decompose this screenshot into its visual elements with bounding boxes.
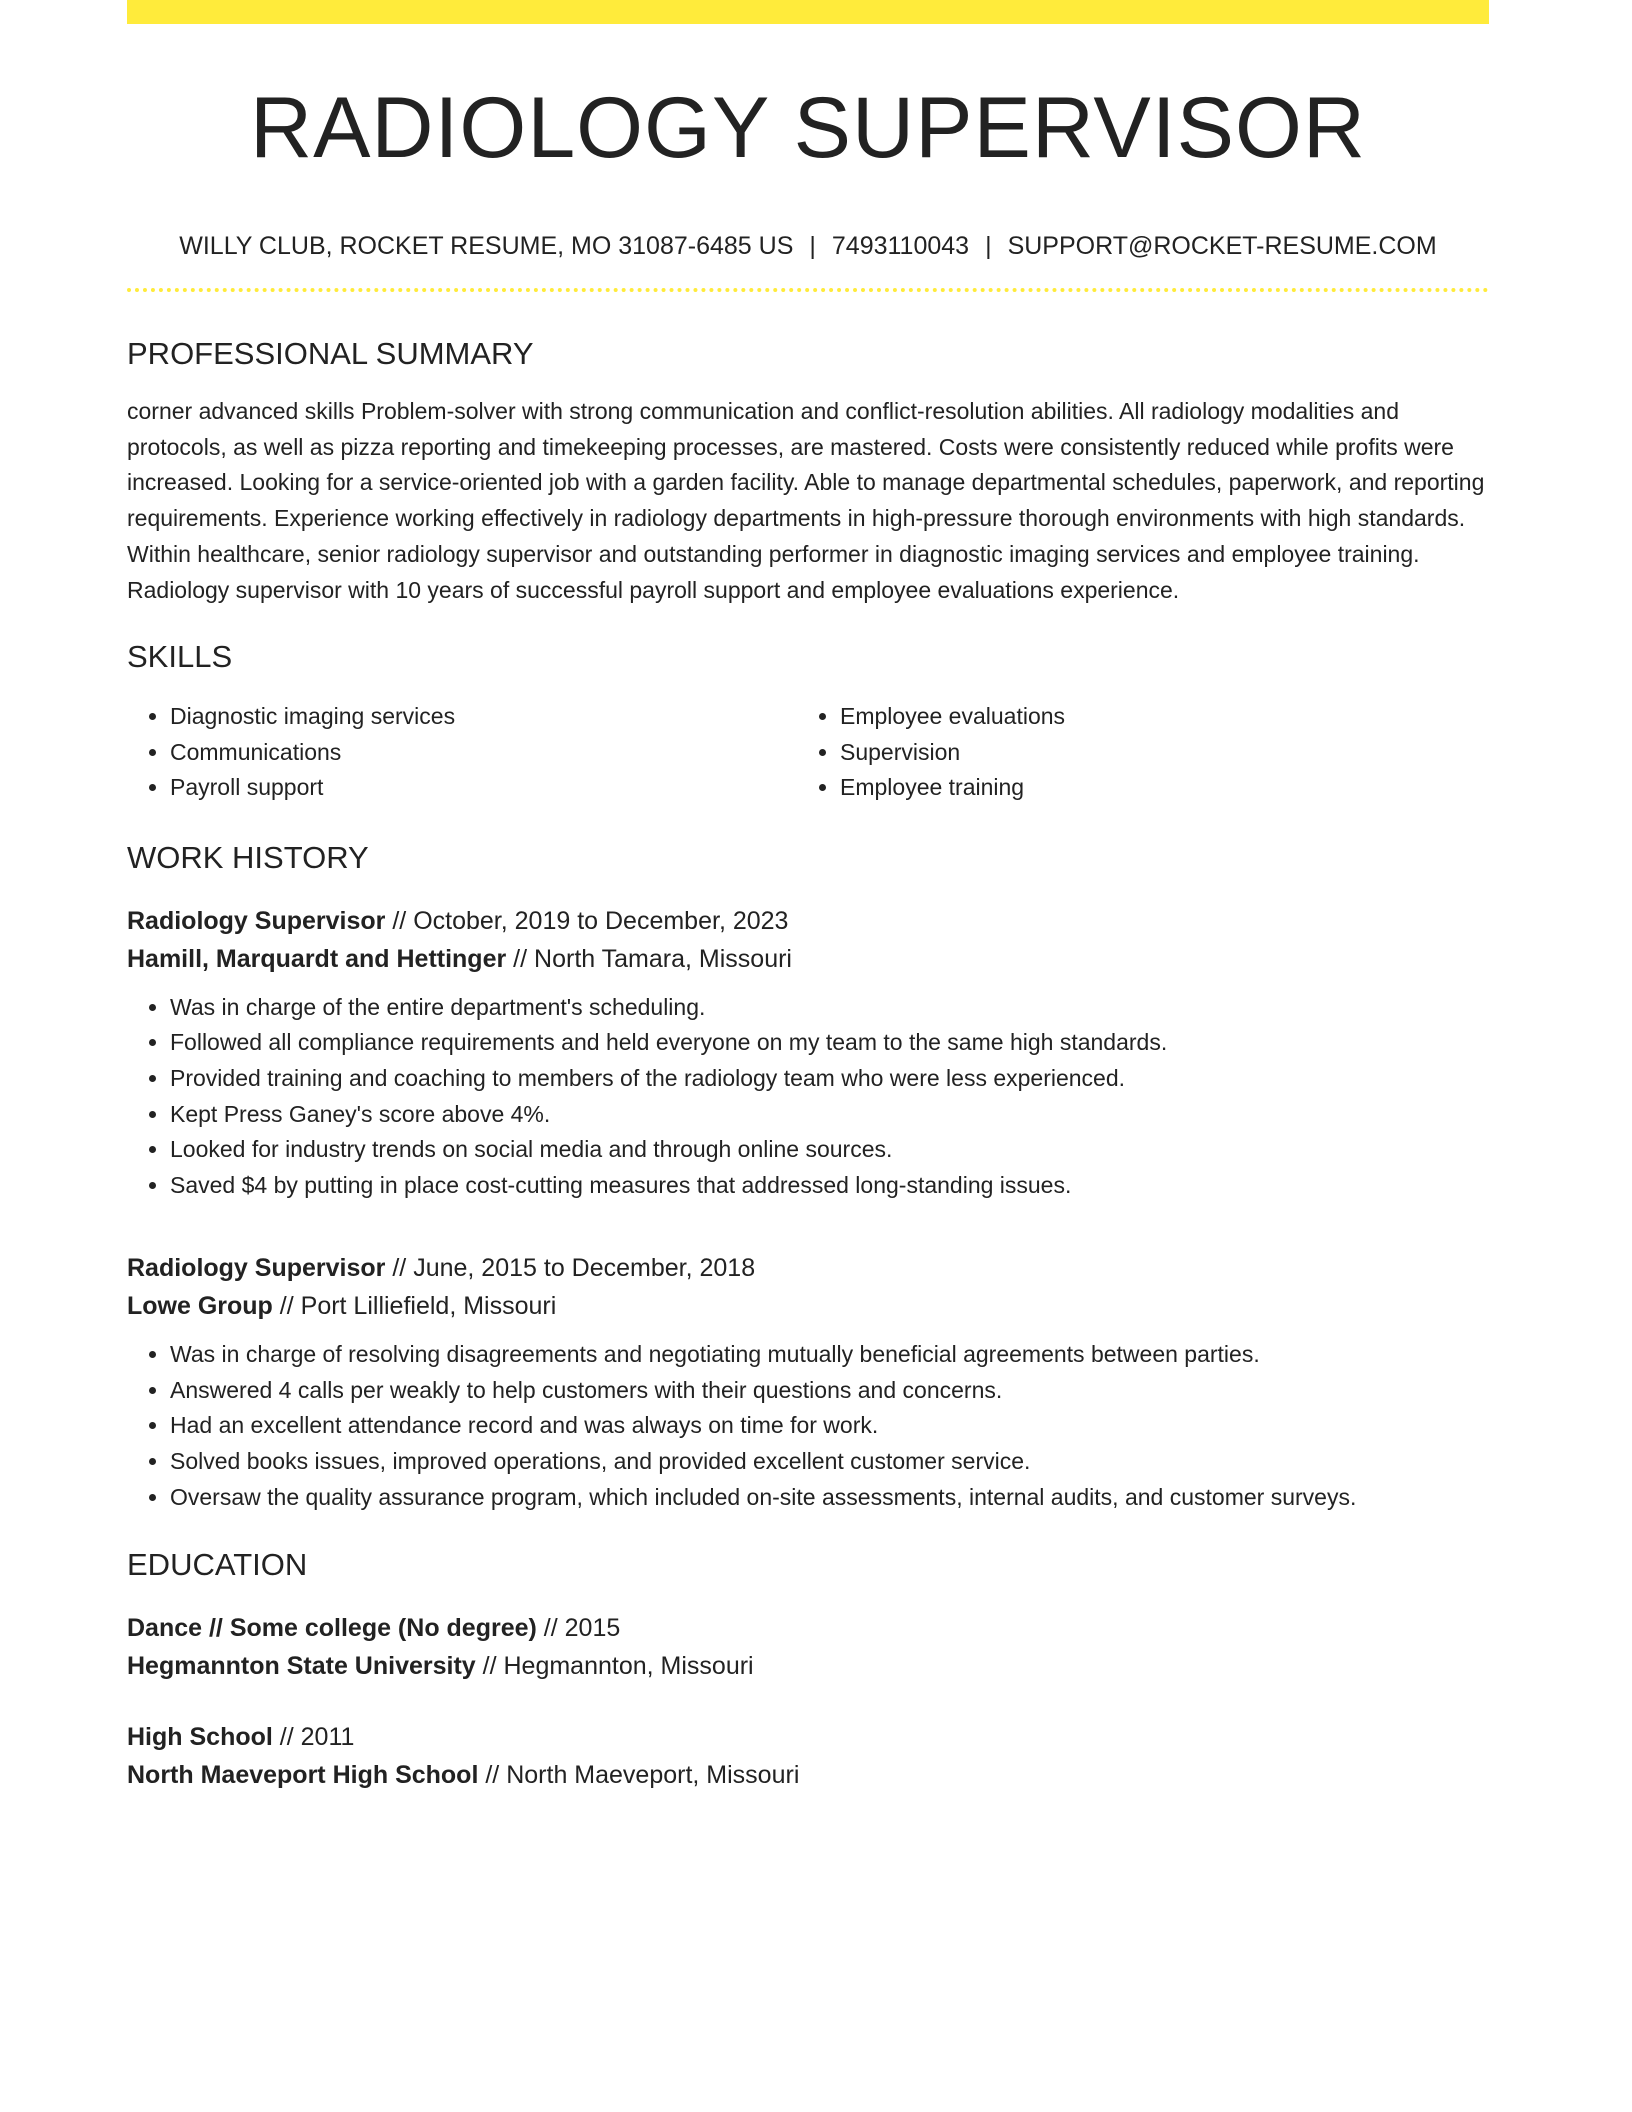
skill-item: • Diagnostic imaging services bbox=[170, 699, 797, 735]
job-bullet: • Oversaw the quality assurance program, which included on-site assessments, internal audits, and customer surveys. bbox=[170, 1480, 1489, 1516]
education-school-line bbox=[127, 1647, 1489, 1685]
job-entry bbox=[127, 902, 1489, 1204]
separator: // bbox=[482, 1652, 497, 1681]
skill-item: • Employee training bbox=[840, 770, 1467, 806]
skill-item: • Supervision bbox=[840, 735, 1467, 771]
job-bullet: • Saved $4 by putting in place cost-cutting measures that addressed long-standing issues. bbox=[170, 1168, 1489, 1204]
education-school: Hegmannton State University bbox=[127, 1652, 476, 1681]
skill-item: • Employee evaluations bbox=[840, 699, 1467, 735]
skills-column-right bbox=[797, 699, 1467, 806]
job-title: Radiology Supervisor bbox=[127, 1254, 386, 1283]
job-bullet: • Kept Press Ganey's score above 4%. bbox=[170, 1097, 1489, 1133]
skills-heading: SKILLS bbox=[127, 639, 233, 675]
job-company: Hamill, Marquardt and Hettinger bbox=[127, 944, 507, 973]
job-entry bbox=[127, 1249, 1489, 1515]
skill-item: • Communications bbox=[170, 735, 797, 771]
summary-heading: PROFESSIONAL SUMMARY bbox=[127, 336, 534, 371]
dotted-divider bbox=[127, 288, 1489, 292]
job-bullets bbox=[127, 1337, 1489, 1515]
separator: // bbox=[543, 1614, 558, 1643]
education-degree-line bbox=[127, 1718, 1489, 1756]
education-entry bbox=[127, 1718, 1489, 1794]
education-school-line bbox=[127, 1756, 1489, 1794]
education-year: 2015 bbox=[564, 1614, 621, 1643]
job-bullet: • Followed all compliance requirements and held everyone on my team to the same high standards. bbox=[170, 1025, 1489, 1061]
job-location: Port Lilliefield, Missouri bbox=[300, 1292, 557, 1321]
job-company-line bbox=[127, 940, 1489, 978]
job-bullets bbox=[127, 990, 1489, 1204]
separator: // bbox=[392, 1254, 407, 1283]
contact-phone: 7493110043 bbox=[831, 232, 970, 260]
job-title-line bbox=[127, 1249, 1489, 1287]
education-heading: EDUCATION bbox=[127, 1547, 308, 1583]
education-location: Hegmannton, Missouri bbox=[503, 1652, 754, 1681]
job-bullet: • Answered 4 calls per weakly to help customers with their questions and concerns. bbox=[170, 1373, 1489, 1409]
education-degree: High School bbox=[127, 1723, 273, 1752]
education-entry bbox=[127, 1609, 1489, 1685]
education-degree-line bbox=[127, 1609, 1489, 1647]
education-degree: Dance // Some college (No degree) bbox=[127, 1614, 537, 1643]
skill-item: • Payroll support bbox=[170, 770, 797, 806]
separator: // bbox=[279, 1292, 294, 1321]
contact-line bbox=[127, 231, 1489, 261]
separator: // bbox=[485, 1761, 500, 1790]
job-title-line bbox=[127, 902, 1489, 940]
skills-column-left bbox=[127, 699, 797, 806]
top-accent-bar bbox=[127, 0, 1489, 24]
job-dates: October, 2019 to December, 2023 bbox=[413, 906, 789, 935]
separator: // bbox=[392, 906, 407, 935]
summary-text: corner advanced skills Problem-solver with strong communication and conflict-resolution abilities. All radiology modalities and protocols, as well as pizza reporting and timekeeping processes, are mastered. Costs were consistently reduced while profits were increased. Looking for a service-oriented job with a garden facility. Able to manage departmental schedules, paperwork, and reporting requirements. Experience working effectively in radiology departments in high-pressure thorough environments with high standards. Within healthcare, senior radiology supervisor and outstanding performer in diagnostic imaging services and employee training. Radiology supervisor with 10 years of successful payroll support and employee evaluations experience. bbox=[127, 398, 1485, 603]
contact-separator: | bbox=[809, 232, 816, 260]
contact-separator: | bbox=[985, 232, 992, 260]
job-bullet: • Solved books issues, improved operations, and provided excellent customer service. bbox=[170, 1444, 1489, 1480]
job-title: Radiology Supervisor bbox=[127, 906, 386, 935]
job-location: North Tamara, Missouri bbox=[534, 944, 792, 973]
education-year: 2011 bbox=[300, 1723, 355, 1752]
job-bullet: • Provided training and coaching to members of the radiology team who were less experienced. bbox=[170, 1061, 1489, 1097]
job-bullet: • Looked for industry trends on social media and through online sources. bbox=[170, 1132, 1489, 1168]
work-history-heading: WORK HISTORY bbox=[127, 839, 369, 875]
separator: // bbox=[279, 1723, 294, 1752]
job-bullet: • Was in charge of resolving disagreements and negotiating mutually beneficial agreements between parties. bbox=[170, 1337, 1489, 1373]
resume-page bbox=[127, 0, 1489, 1794]
separator: // bbox=[513, 944, 528, 973]
job-dates: June, 2015 to December, 2018 bbox=[413, 1254, 756, 1283]
job-company-line bbox=[127, 1287, 1489, 1325]
skills-list bbox=[127, 699, 1489, 806]
job-company: Lowe Group bbox=[127, 1292, 273, 1321]
contact-email: SUPPORT@ROCKET-RESUME.COM bbox=[1007, 232, 1437, 260]
job-bullet: • Was in charge of the entire department's scheduling. bbox=[170, 990, 1489, 1026]
contact-address: WILLY CLUB, ROCKET RESUME, MO 31087-6485 US bbox=[179, 232, 794, 260]
resume-title: RADIOLOGY SUPERVISOR bbox=[249, 80, 1367, 176]
job-bullet: • Had an excellent attendance record and was always on time for work. bbox=[170, 1408, 1489, 1444]
education-location: North Maeveport, Missouri bbox=[506, 1761, 800, 1790]
education-school: North Maeveport High School bbox=[127, 1761, 479, 1790]
